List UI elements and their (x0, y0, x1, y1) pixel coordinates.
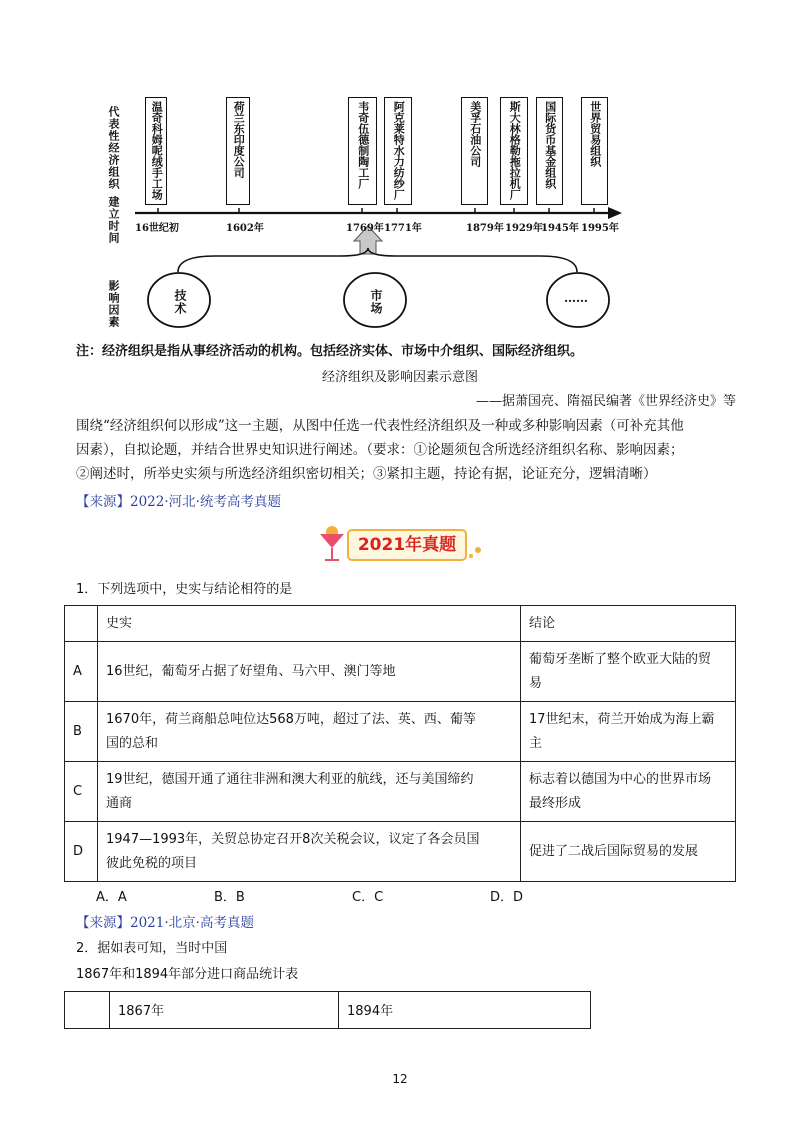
org-box: 国际货币基金组织 (536, 97, 563, 205)
question-text-line: 因素），自拟论题，并结合世界史知识进行阐述。（要求：①论题须包含所选经济组织名称、影响因素； (76, 442, 684, 458)
table-row (65, 606, 736, 642)
q1-option-b[interactable]: B．B (214, 890, 245, 905)
fact-cell: 16世纪，葡萄牙占据了好望角、马六甲、澳门等地 (98, 642, 521, 702)
year-label: 1771年 (384, 223, 422, 234)
table-row (65, 822, 736, 882)
conclusion-cell: 标志着以德国为中心的世界市场 最终形成 (521, 762, 736, 822)
fact-cell: 19世纪，德国开通了通往非洲和澳大利亚的航线，还与美国缔约 通商 (98, 762, 521, 822)
conclusion-cell: 葡萄牙垄断了整个欧亚大陆的贸 易 (521, 642, 736, 702)
row-label: A (65, 642, 98, 702)
table-row (65, 642, 736, 702)
question-text-line: 围绕“经济组织何以形成”这一主题，从图中任选一代表性经济组织及一种或多种影响因素（可补充其他 (76, 418, 684, 434)
page-number: 12 (392, 1072, 408, 1086)
row-label: D (65, 822, 98, 882)
table-header-cell: 1867年 (110, 992, 339, 1029)
org-box: 阿克莱特水力纺纱厂 (384, 97, 412, 205)
q2-table-title: 1867年和1894年部分进口商品统计表 (76, 967, 299, 982)
section-badge-title: 2021年真题 (357, 535, 457, 555)
source-2021-beijing: 【来源】2021·北京·高考真题 (76, 915, 254, 931)
side-label-factors: 影响因素 (107, 280, 120, 328)
diagram-note: 注：经济组织是指从事经济活动的机构。包括经济实体、市场中介组织、国际经济组织。 (76, 344, 584, 359)
factor-other: …… (564, 291, 588, 305)
q1-table (64, 605, 736, 882)
side-label-organizations: 代表性经济组织 (107, 106, 120, 190)
row-label: B (65, 702, 98, 762)
question-text-line: ②阐述时，所举史实须与所选经济组织密切相关；③紧扣主题，持论有据，论证充分，逻辑清晰） (76, 466, 657, 482)
q2-table (64, 991, 591, 1029)
year-label: 16世纪初 (135, 223, 179, 234)
table-header-cell: 1894年 (339, 992, 591, 1029)
table-row (65, 762, 736, 822)
diagram-citation: ——据萧国亮、隋福民编著《世界经济史》等 (475, 394, 736, 409)
factor-market: 市场 (369, 289, 383, 315)
org-box: 世界贸易组织 (581, 97, 608, 205)
table-header-cell (65, 606, 98, 642)
q1-option-c[interactable]: C．C (352, 890, 384, 905)
year-label: 1879年 (466, 223, 504, 234)
q1-stem: 1．下列选项中，史实与结论相符的是 (76, 582, 293, 597)
org-box: 斯大林格勒拖拉机厂 (500, 97, 528, 205)
table-header-cell (65, 992, 110, 1029)
org-box: 温奇科姆呢绒手工场 (145, 97, 167, 205)
org-box: 韦奇伍德制陶工厂 (348, 97, 377, 205)
year-label: 1995年 (581, 223, 619, 234)
org-box: 荷兰东印度公司 (226, 97, 250, 205)
year-label: 1769年 (346, 223, 384, 234)
table-header-cell: 史实 (98, 606, 521, 642)
fact-cell: 1947—1993年，关贸总协定召开8次关税会议，议定了各会员国 彼此免税的项目 (98, 822, 521, 882)
factor-brace (178, 248, 577, 272)
q1-option-d[interactable]: D．D (490, 890, 524, 905)
timeline-arrow-head (608, 207, 622, 219)
year-label: 1929年 (505, 223, 543, 234)
table-row (65, 702, 736, 762)
source-2022-hebei: 【来源】2022·河北·统考高考真题 (76, 494, 281, 510)
conclusion-cell: 促进了二战后国际贸易的发展 (521, 822, 736, 882)
economic-organization-diagram (0, 0, 800, 345)
year-label: 1945年 (541, 223, 579, 234)
year-label: 1602年 (226, 223, 264, 234)
q2-stem: 2．据如表可知，当时中国 (76, 941, 228, 956)
diagram-caption: 经济组织及影响因素示意图 (321, 370, 478, 385)
row-label: C (65, 762, 98, 822)
factor-technology: 技术 (173, 289, 187, 315)
table-row (65, 992, 591, 1029)
section-badge (318, 520, 488, 566)
table-header-cell: 结论 (521, 606, 736, 642)
conclusion-cell: 17世纪末，荷兰开始成为海上霸 主 (521, 702, 736, 762)
fact-cell: 1670年，荷兰商船总吨位达568万吨，超过了法、英、西、葡等 国的总和 (98, 702, 521, 762)
org-box: 美孚石油公司 (461, 97, 488, 205)
side-label-time: 建立时间 (107, 196, 120, 244)
q1-option-a[interactable]: A．A (96, 890, 127, 905)
